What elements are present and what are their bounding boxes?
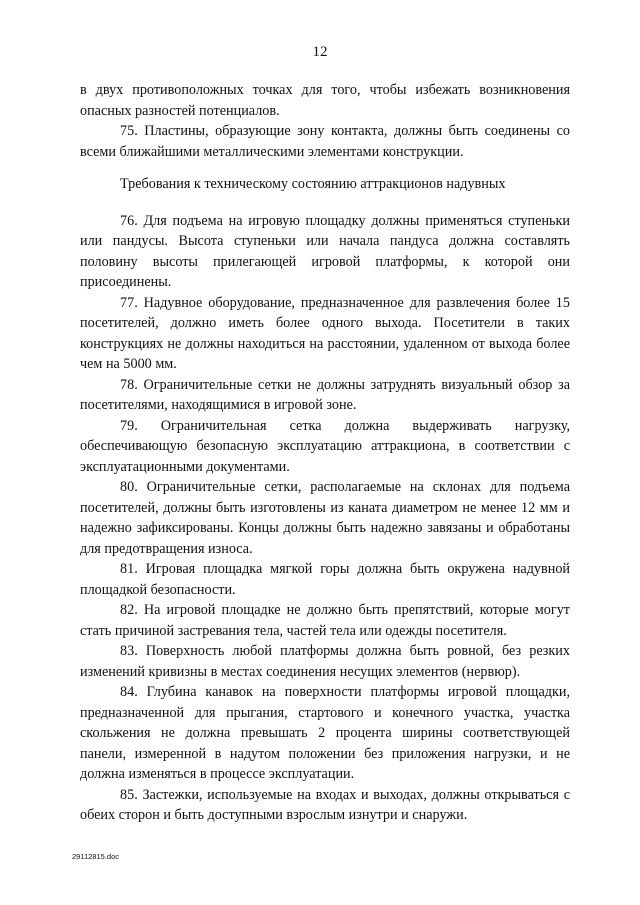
paragraph-78: 78. Ограничительные сетки не должны затруднять визуальный обзор за посетителями, находящимися в игровой зоне. — [80, 376, 570, 413]
paragraph-intro: в двух противоположных точках для того, чтобы избежать возникновения опасных разностей потенциалов. — [80, 82, 570, 119]
paragraph-81: 81. Игровая площадка мягкой горы должна быть окружена надувной площадкой безопасности. — [80, 561, 570, 598]
paragraph-75: 75. Пластины, образующие зону контакта, должны быть соединены со всеми ближайшими металлическими элементами конструкции. — [80, 123, 570, 160]
paragraph-83: 83. Поверхность любой платформы должна быть ровной, без резких изменений кривизны в местах соединения несущих элементов (нервюр). — [80, 643, 570, 680]
page-number: 12 — [312, 44, 328, 60]
footer-document-code: 29112815.doc — [72, 852, 119, 861]
paragraph-84: 84. Глубина канавок на поверхности платформы игровой площадки, предназначенной для прыгания, стартового и конечного участка, участка скольжения не должна превышать 2 процента ширины соответствующей панели, измеренной в надутом положении без приложения нагрузки, и не должна изменяться в процессе эксплуатации. — [80, 684, 570, 782]
paragraph-77: 77. Надувное оборудование, предназначенное для развлечения более 15 посетителей, должно иметь более одного выхода. Посетители в таких конструкциях не должны находиться на расстоянии, удаленном от выхода более чем на 5000 мм. — [80, 294, 570, 372]
paragraph-76: 76. Для подъема на игровую площадку должны применяться ступеньки или пандусы. Высота ступеньки или начала пандуса должна составлять половину высоты прилегающей игровой платформы, к которой они присоединены. — [80, 212, 570, 290]
section-heading: Требования к техническому состоянию аттракционов надувных — [120, 176, 506, 192]
paragraph-82: 82. На игровой площадке не должно быть препятствий, которые могут стать причиной застревания тела, частей тела или одежды посетителя. — [80, 602, 570, 639]
paragraph-79: 79. Ограничительная сетка должна выдерживать нагрузку, обеспечивающую безопасную эксплуатацию аттракциона, в соответствии с эксплуатационными документами. — [80, 417, 570, 475]
paragraph-85: 85. Застежки, используемые на входах и выходах, должны открываться с обеих сторон и быть доступными взрослым изнутри и снаружи. — [80, 786, 570, 823]
paragraph-80: 80. Ограничительные сетки, располагаемые на склонах для подъема посетителей, должны быть изготовлены из каната диаметром не менее 12 мм и надежно зафиксированы. Концы должны быть надежно завязаны и обработаны для предотвращения износа. — [80, 479, 570, 557]
document-body — [80, 80, 570, 826]
